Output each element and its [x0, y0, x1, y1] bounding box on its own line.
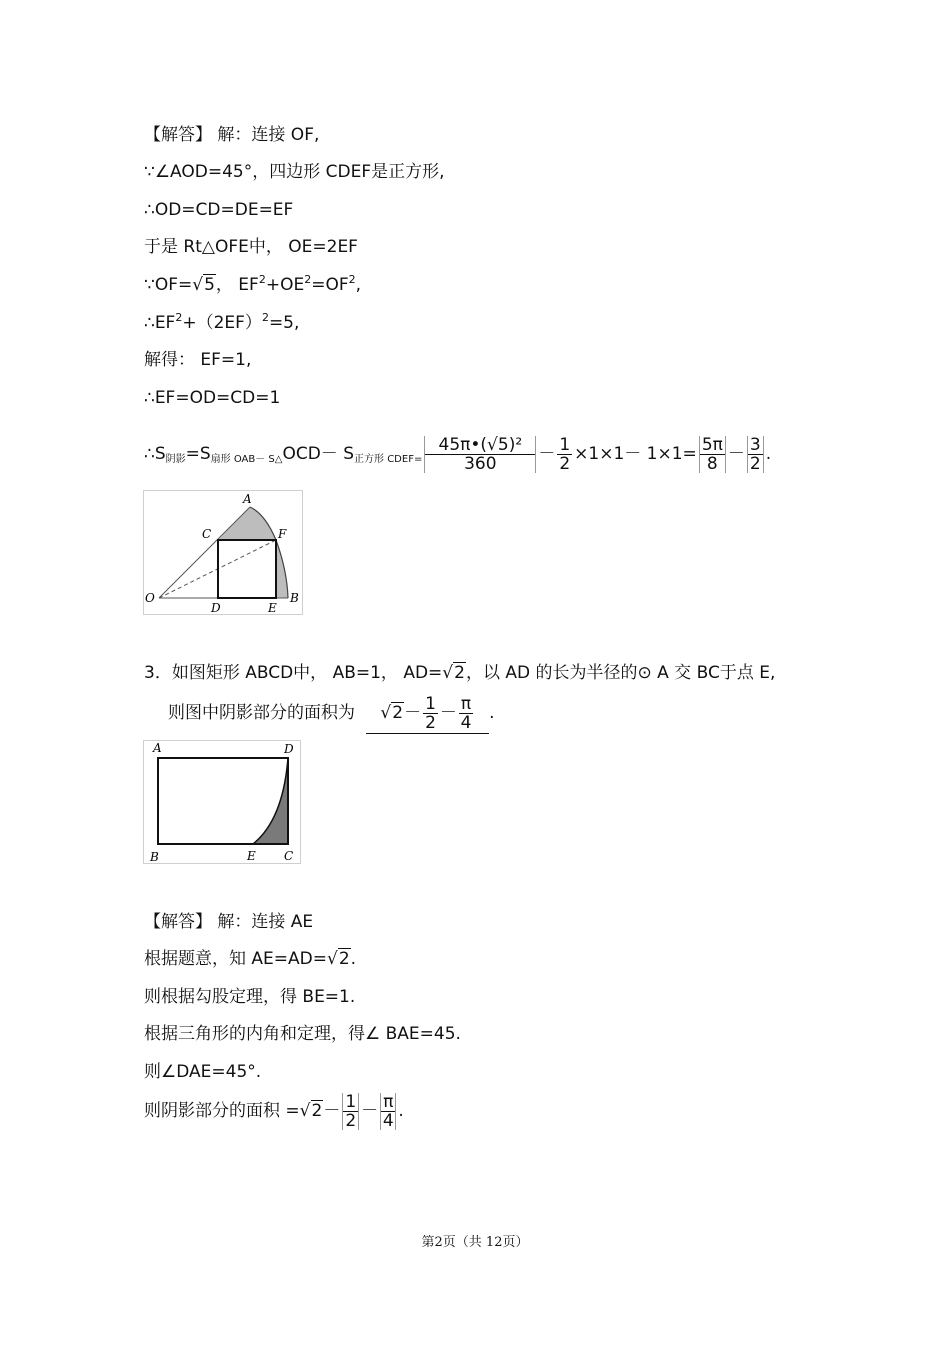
problem-3-line1	[144, 662, 775, 684]
text: +（2EF）	[182, 313, 262, 333]
solution-line: ∴EF=OD=CD=1	[144, 388, 281, 408]
solution-line: 解得： EF=1,	[144, 350, 252, 370]
fraction	[699, 436, 726, 473]
numerator: 1	[425, 693, 436, 714]
shaded-region-right	[276, 540, 288, 598]
subscript: CDEF=	[384, 454, 423, 465]
denominator: 2	[345, 1110, 357, 1131]
text: －	[323, 1101, 341, 1121]
sector-square-figure	[143, 490, 303, 615]
label-d: D	[284, 742, 294, 756]
fraction	[557, 436, 572, 473]
square-cdef	[218, 540, 276, 598]
subscript: 正方形	[354, 454, 385, 465]
text: =5,	[268, 313, 300, 333]
text: ,	[355, 275, 362, 295]
denominator: 4	[460, 712, 472, 733]
text: ×1×1－ 1×1=	[574, 444, 697, 464]
shaded-region	[253, 758, 288, 844]
solution-heading-3: 【解答】 解：连接 AE	[144, 912, 314, 932]
label-c: C	[284, 849, 294, 863]
label-a: A	[243, 492, 252, 506]
text: 3．如图矩形 ABCD中， AB=1， AD=	[144, 663, 443, 683]
text: =S	[185, 444, 211, 464]
solution-line: 则根据勾股定理，得 BE=1.	[144, 987, 356, 1007]
label-f: F	[278, 527, 287, 541]
text: ∴S	[144, 444, 166, 464]
text: ，以 AD 的长为半径的⊙ A 交 BC于点 E,	[465, 663, 776, 683]
exponent: 2	[304, 273, 312, 286]
label-d: D	[211, 601, 221, 615]
label-b: B	[290, 591, 299, 605]
text: .	[489, 703, 495, 723]
solution-heading-2: 【解答】 解：连接 OF,	[144, 125, 320, 145]
fraction	[424, 436, 536, 473]
radius-oa	[159, 507, 250, 598]
fraction	[747, 436, 764, 473]
fraction	[459, 695, 473, 732]
text: +OE	[265, 275, 305, 295]
solution-line: 根据三角形的内角和定理，得∠ BAE=45.	[144, 1024, 461, 1044]
text: .	[398, 1101, 404, 1121]
exponent: 2	[261, 311, 269, 324]
solution-line	[144, 1089, 404, 1133]
answer-blank	[366, 693, 489, 734]
rectangle-arc-figure	[143, 740, 301, 864]
text: 则图中阴影部分的面积为	[168, 703, 355, 723]
radicand: 2	[311, 1101, 323, 1121]
text: ∵OF=	[144, 275, 193, 295]
numerator: π	[460, 693, 472, 714]
problem-3-line2	[168, 693, 495, 734]
label-e: E	[247, 849, 256, 863]
text: －	[404, 703, 422, 723]
label-o: O	[145, 591, 155, 605]
subscript: 扇形	[210, 454, 231, 465]
denominator: 8	[706, 453, 718, 474]
sqrt: √2	[326, 949, 350, 969]
subscript: 阴影	[165, 454, 186, 465]
solution-line: ∴OD=CD=DE=EF	[144, 200, 294, 220]
text: －	[538, 444, 556, 464]
solution-line: 则∠DAE=45°.	[144, 1062, 262, 1082]
solution-line: 于是 Rt△OFE中， OE=2EF	[144, 237, 358, 257]
text: =OF	[311, 275, 349, 295]
fraction	[423, 695, 438, 732]
label-b: B	[150, 850, 159, 864]
numerator: 1	[559, 434, 571, 455]
numerator: 45π•(√5)²	[425, 436, 535, 455]
text: －	[439, 703, 457, 723]
solution-line	[144, 274, 361, 298]
text: －	[727, 444, 745, 464]
text: OCD－ S	[282, 444, 355, 464]
area-formula-line	[144, 434, 771, 477]
text: .	[765, 444, 772, 464]
solution-line: ∵∠AOD=45°，四边形 CDEF是正方形,	[144, 162, 445, 182]
exponent: 2	[348, 273, 356, 286]
denominator: 2	[425, 712, 436, 733]
text: ∴EF	[144, 313, 176, 333]
numerator: π	[383, 1091, 394, 1112]
numerator: 3	[749, 434, 761, 455]
numerator: 1	[345, 1091, 357, 1112]
label-a: A	[153, 741, 162, 755]
page-footer: 第2页（共 12页）	[421, 1235, 529, 1250]
text: 根据题意，知 AE=AD=	[144, 949, 327, 969]
text: ， EF	[215, 275, 259, 295]
radicand: 2	[454, 663, 465, 683]
denominator: 2	[749, 453, 761, 474]
numerator: 5π	[701, 434, 723, 455]
text: 则阴影部分的面积 =	[144, 1101, 300, 1121]
fraction	[342, 1093, 359, 1130]
sqrt: √2	[442, 663, 465, 683]
radicand: 2	[338, 949, 350, 969]
solution-line	[144, 948, 356, 970]
denominator: 360	[464, 453, 497, 474]
denominator: 2	[559, 453, 571, 474]
sqrt: √2	[380, 703, 404, 723]
exponent: 2	[175, 311, 183, 324]
label-c: C	[202, 527, 212, 541]
subscript: △	[274, 454, 283, 465]
text: －	[361, 1101, 379, 1121]
radicand: 5	[204, 275, 215, 295]
radicand: 2	[392, 703, 404, 723]
denominator: 4	[382, 1110, 394, 1131]
sqrt: √5	[192, 275, 215, 295]
fraction	[380, 1093, 396, 1130]
label-e: E	[268, 601, 277, 615]
exponent: 2	[258, 273, 266, 286]
text: .	[350, 949, 357, 969]
subscript: OAB－ S	[230, 454, 275, 465]
solution-line	[144, 312, 299, 336]
sqrt: √2	[299, 1101, 323, 1121]
